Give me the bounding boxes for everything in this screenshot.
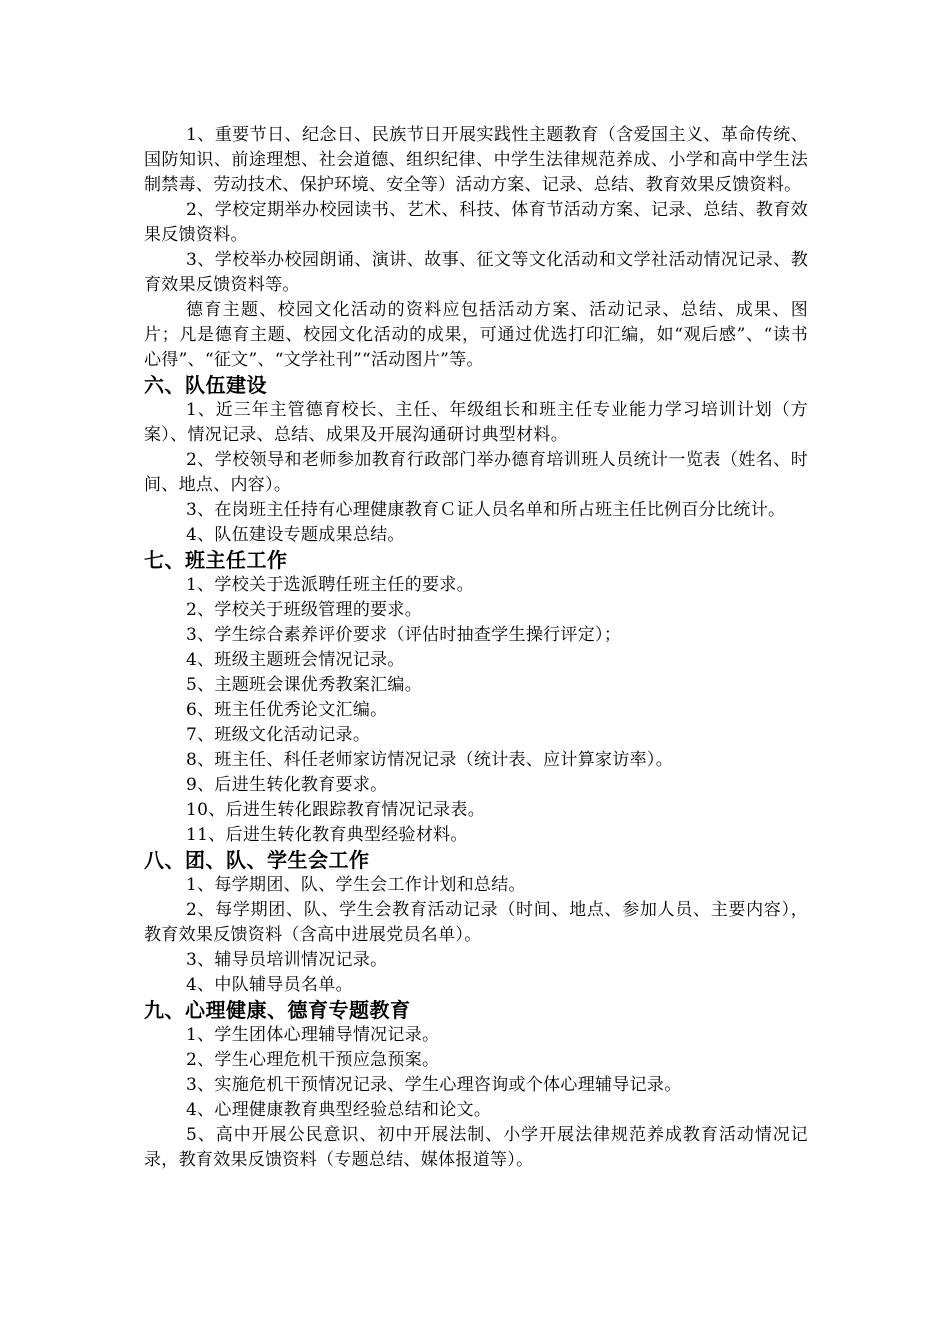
team-item-2: 2、学校领导和老师参加教育行政部门举办德育培训班人员统计一览表（姓名、时间、地点、内容）。 [144,450,808,495]
intro-item-1: 1、重要节日、纪念日、民族节日开展实践性主题教育（含爱国主义、革命传统、国防知识、前途理想、社会道德、组织纪律、中学生法律规范养成、小学和高中学生法制禁毒、劳动技术、保护环境、安全等）活动方案、记录、总结、教育效果反馈资料。 [144,125,808,195]
mental-item-3: 3、实施危机干预情况记录、学生心理咨询或个体心理辅导记录。 [186,1075,682,1095]
head-teacher-item-3: 3、学生综合素养评价要求（评估时抽查学生操行评定）； [186,625,622,645]
mental-item-4: 4、心理健康教育典型经验总结和论文。 [186,1100,492,1120]
mental-item-1: 1、学生团体心理辅导情况记录。 [186,1025,440,1045]
head-teacher-item-5: 5、主题班会课优秀教案汇编。 [186,675,423,695]
mental-item-5: 5、高中开展公民意识、初中开展法制、小学开展法律规范养成教育活动情况记录，教育效果反馈资料（专题总结、媒体报道等）。 [144,1125,808,1170]
team-item-1: 1、近三年主管德育校长、主任、年级组长和班主任专业能力学习培训计划（方案）、情况记录、总结、成果及开展沟通研讨典型材料。 [144,400,808,445]
head-teacher-item-6: 6、班主任优秀论文汇编。 [186,700,388,720]
league-item-1: 1、每学期团、队、学生会工作计划和总结。 [186,875,526,895]
section-heading-team-building: 六、队伍建设 [144,373,267,397]
mental-item-2: 2、学生心理危机干预应急预案。 [186,1050,440,1070]
league-item-4: 4、中队辅导员名单。 [186,975,353,995]
league-item-2: 2、每学期团、队、学生会教育活动记录（时间、地点、参加人员、主要内容），教育效果反馈资料（含高中进展党员名单）。 [144,900,808,945]
intro-item-3: 3、学校举办校园朗诵、演讲、故事、征文等文化活动和文学社活动情况记录、教育效果反馈资料等。 [144,250,808,295]
head-teacher-item-9: 9、后进生转化教育要求。 [186,775,388,795]
head-teacher-item-2: 2、学校关于班级管理的要求。 [186,600,423,620]
head-teacher-item-1: 1、学校关于选派聘任班主任的要求。 [186,575,474,595]
head-teacher-item-11: 11、后进生转化教育典型经验材料。 [186,825,468,845]
head-teacher-item-4: 4、班级主题班会情况记录。 [186,650,405,670]
intro-item-2: 2、学校定期举办校园读书、艺术、科技、体育节活动方案、记录、总结、教育效果反馈资料。 [144,200,808,245]
section-heading-head-teacher: 七、班主任工作 [144,548,288,572]
section-heading-mental-health: 九、心理健康、德育专题教育 [144,998,411,1022]
team-item-3: 3、在岗班主任持有心理健康教育Ｃ证人员名单和所占班主任比例百分比统计。 [186,500,786,520]
section-heading-league-union: 八、团、队、学生会工作 [144,848,370,872]
head-teacher-item-10: 10、后进生转化跟踪教育情况记录表。 [186,800,486,820]
league-item-3: 3、辅导员培训情况记录。 [186,950,388,970]
intro-note: 德育主题、校园文化活动的资料应包括活动方案、活动记录、总结、成果、图片；凡是德育主题、校园文化活动的成果，可通过优选打印汇编，如“观后感”、“读书心得”、“征文”、“文学社刊”“活动图片”等。 [144,300,808,370]
head-teacher-item-8: 8、班主任、科任老师家访情况记录（统计表、应计算家访率）。 [186,750,674,770]
head-teacher-item-7: 7、班级文化活动记录。 [186,725,371,745]
document-body [144,123,808,1173]
team-item-4: 4、队伍建设专题成果总结。 [186,525,405,545]
